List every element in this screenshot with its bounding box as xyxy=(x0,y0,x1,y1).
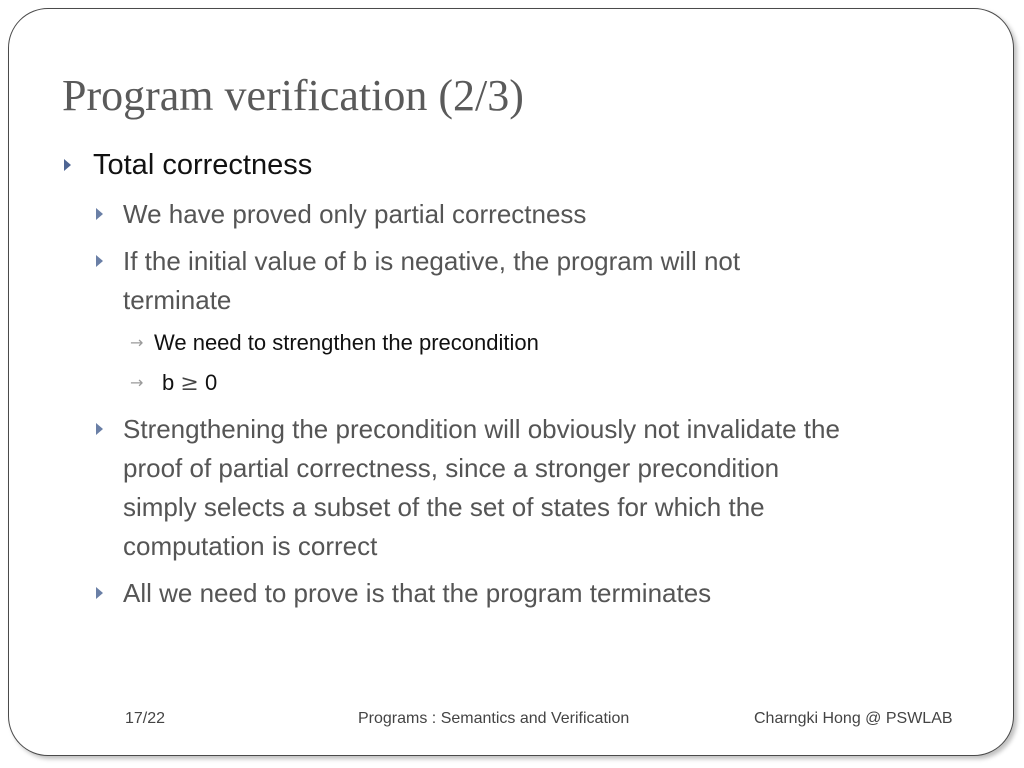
math-operator: ≥ xyxy=(180,371,199,396)
bullet-total-correctness: Total correctness xyxy=(93,149,313,181)
bullet-negative-b xyxy=(123,242,740,320)
arrow-right-icon: → xyxy=(130,333,144,352)
bullet-strengthening xyxy=(123,410,840,566)
bullet-triangle-icon xyxy=(96,208,103,220)
bullet-line: simply selects a subset of the set of states for which the xyxy=(123,492,765,522)
bullet-line: proof of partial correctness, since a stronger precondition xyxy=(123,453,780,483)
bullet-triangle-icon xyxy=(96,587,103,599)
bullet-line: If the initial value of b is negative, the program will not xyxy=(123,246,741,276)
subbullet-b-geq-0 xyxy=(162,368,217,399)
arrow-right-icon: → xyxy=(130,373,144,392)
bullet-line: terminate xyxy=(123,285,232,315)
bullet-triangle-icon xyxy=(64,159,71,171)
subbullet-strengthen: We need to strengthen the precondition xyxy=(154,330,539,355)
footer-author: Charngki Hong @ PSWLAB xyxy=(754,710,953,727)
slide-title: Program verification (2/3) xyxy=(62,71,524,120)
bullet-line: computation is correct xyxy=(123,531,378,561)
footer-page-number: 17/22 xyxy=(125,710,166,727)
math-var: b xyxy=(162,370,175,395)
bullet-triangle-icon xyxy=(96,423,103,435)
bullet-partial-correctness: We have proved only partial correctness xyxy=(123,199,587,229)
bullet-terminates: All we need to prove is that the program terminates xyxy=(123,578,712,608)
bullet-line: Strengthening the precondition will obviously not invalidate the xyxy=(123,414,840,444)
bullet-triangle-icon xyxy=(96,255,103,267)
footer-course-title: Programs : Semantics and Verification xyxy=(358,710,630,727)
math-number: 0 xyxy=(204,370,218,395)
